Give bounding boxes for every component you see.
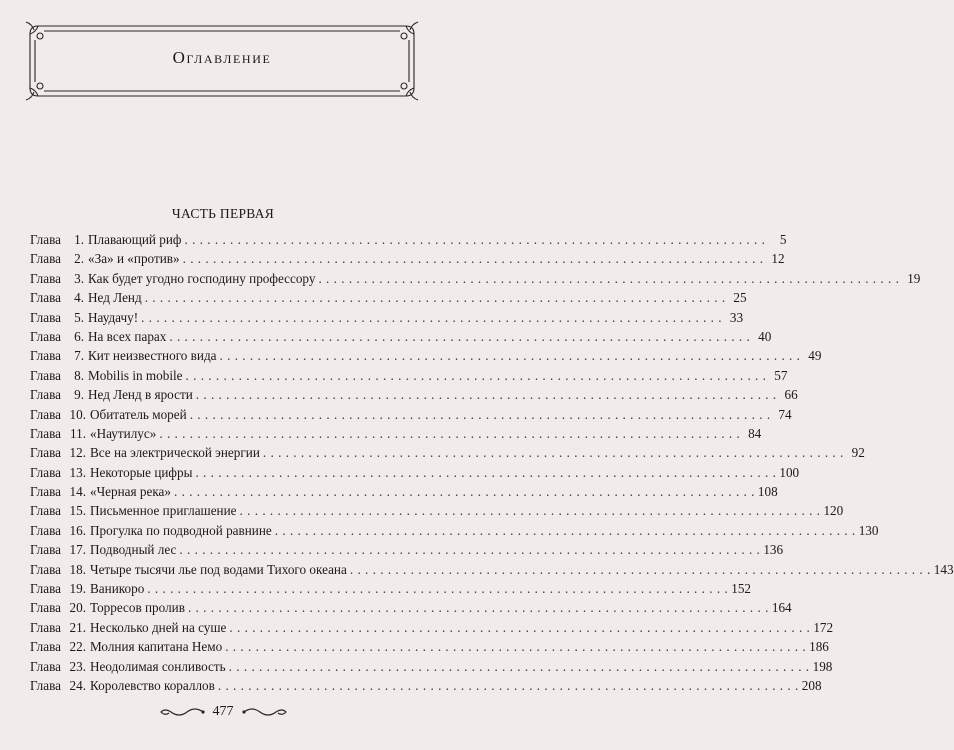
toc-entry bbox=[30, 424, 762, 443]
toc-entry bbox=[30, 676, 822, 695]
chapter-page: 136 bbox=[763, 542, 784, 558]
chapter-page: 198 bbox=[812, 658, 833, 674]
dot-leader bbox=[225, 637, 806, 656]
chapter-number: 2. bbox=[74, 251, 84, 267]
chapter-page: 120 bbox=[823, 503, 844, 519]
chapter-word: Глава bbox=[30, 406, 61, 422]
dot-leader bbox=[145, 288, 726, 307]
header-frame bbox=[24, 20, 420, 102]
chapter-title: «Наутилус» bbox=[90, 425, 157, 441]
chapter-word: Глава bbox=[30, 677, 61, 693]
toc-entry bbox=[30, 385, 798, 404]
chapter-page: 164 bbox=[771, 600, 792, 616]
toc-entry bbox=[30, 501, 844, 520]
chapter-page: 186 bbox=[809, 639, 829, 655]
chapter-word: Глава bbox=[30, 639, 61, 655]
dot-leader bbox=[184, 230, 765, 249]
chapter-number: 23. bbox=[69, 658, 86, 674]
toc-entry bbox=[30, 579, 751, 598]
chapter-page: 74 bbox=[778, 406, 792, 422]
chapter-page: 66 bbox=[784, 387, 798, 403]
right-flourish-icon bbox=[242, 705, 290, 719]
chapter-word: Глава bbox=[30, 522, 61, 538]
chapter-word: Глава bbox=[30, 581, 61, 597]
chapter-page: 100 bbox=[779, 464, 800, 480]
chapter-page: 5 bbox=[779, 232, 787, 247]
chapter-word: Глава bbox=[30, 658, 61, 674]
toc-entry bbox=[30, 288, 747, 307]
dot-leader bbox=[350, 560, 931, 579]
chapter-word: Глава bbox=[30, 270, 61, 286]
dot-leader bbox=[188, 598, 769, 617]
chapter-number: 14. bbox=[69, 484, 86, 500]
toc-entry bbox=[30, 618, 834, 637]
chapter-title: Подводный лес bbox=[90, 542, 177, 558]
chapter-number: 21. bbox=[69, 619, 86, 635]
chapter-title: Наудачу! bbox=[88, 309, 139, 325]
dot-leader bbox=[318, 269, 899, 288]
chapter-title: Неодолимая сонливость bbox=[90, 658, 226, 674]
chapter-word: Глава bbox=[30, 464, 61, 480]
dot-leader bbox=[190, 405, 771, 424]
chapter-number: 3. bbox=[74, 270, 84, 286]
page-footer bbox=[0, 700, 446, 724]
toc-entry bbox=[30, 540, 784, 559]
chapter-title: Плавающий риф bbox=[88, 232, 182, 247]
dot-leader bbox=[240, 501, 821, 520]
dot-leader bbox=[186, 366, 767, 385]
chapter-title: Королевство кораллов bbox=[90, 677, 215, 693]
chapter-page: 130 bbox=[858, 522, 879, 538]
chapter-word: Глава bbox=[30, 251, 61, 267]
toc-entry bbox=[30, 308, 744, 327]
chapter-title: Письменное приглашение bbox=[90, 503, 237, 519]
chapter-title: Молния капитана Немо bbox=[90, 639, 223, 655]
chapter-word: Глава bbox=[30, 619, 61, 635]
dot-leader bbox=[169, 327, 750, 346]
chapter-title: Некоторые цифры bbox=[90, 464, 193, 480]
toc-entry bbox=[30, 482, 778, 501]
toc-entry bbox=[30, 443, 865, 462]
chapter-word: Глава bbox=[30, 348, 61, 364]
chapter-title: На всех парах bbox=[88, 328, 167, 344]
chapter-number: 17. bbox=[69, 542, 86, 558]
chapter-word: Глава bbox=[30, 600, 61, 616]
chapter-number: 8. bbox=[74, 367, 84, 383]
chapter-title: «За» и «против» bbox=[88, 251, 180, 267]
chapter-page: 172 bbox=[813, 619, 834, 635]
toc-entry bbox=[30, 637, 829, 656]
chapter-title: Ваникоро bbox=[90, 581, 145, 597]
chapter-number: 12. bbox=[69, 445, 86, 461]
dot-leader bbox=[183, 249, 764, 268]
chapter-number: 16. bbox=[69, 522, 86, 538]
chapter-title: Несколько дней на суше bbox=[90, 619, 227, 635]
chapter-page: 40 bbox=[758, 328, 772, 344]
toc-entry bbox=[30, 560, 954, 579]
dot-leader bbox=[275, 521, 856, 540]
chapter-number: 5. bbox=[74, 309, 84, 325]
chapter-word: Глава bbox=[30, 542, 61, 558]
chapter-word: Глава bbox=[30, 290, 61, 306]
dot-leader bbox=[159, 424, 740, 443]
dot-leader bbox=[196, 385, 777, 404]
dot-leader bbox=[218, 676, 799, 695]
chapter-page: 49 bbox=[808, 348, 822, 364]
chapter-number: 20. bbox=[69, 600, 86, 616]
chapter-page: 33 bbox=[729, 309, 744, 325]
chapter-page: 25 bbox=[733, 290, 747, 306]
chapter-number: 22. bbox=[69, 639, 86, 655]
chapter-title: Прогулка по подводной равнине bbox=[90, 522, 272, 538]
chapter-number: 4. bbox=[74, 290, 84, 306]
part-title: ЧАСТЬ ПЕРВАЯ bbox=[171, 206, 275, 221]
chapter-number: 18. bbox=[69, 561, 86, 577]
chapter-page: 19 bbox=[907, 270, 921, 286]
chapter-title: Mobilis in mobile bbox=[88, 367, 183, 383]
chapter-title: Нед Ленд bbox=[88, 290, 142, 306]
chapter-page: 108 bbox=[757, 484, 778, 500]
toc-entry bbox=[30, 269, 921, 288]
page-title: Оглавление bbox=[172, 48, 272, 67]
toc-entry bbox=[30, 598, 792, 617]
chapter-word: Глава bbox=[30, 425, 61, 441]
dot-leader bbox=[195, 463, 776, 482]
chapter-title: Все на электрической энергии bbox=[90, 445, 260, 461]
chapter-page: 143 bbox=[933, 561, 954, 577]
chapter-number: 11. bbox=[70, 425, 86, 441]
chapter-number: 1. bbox=[74, 232, 84, 247]
left-flourish-icon bbox=[157, 705, 205, 719]
dot-leader bbox=[220, 346, 801, 365]
dot-leader bbox=[147, 579, 728, 598]
dot-leader bbox=[229, 657, 810, 676]
toc-entry bbox=[30, 327, 772, 346]
chapter-number: 6. bbox=[74, 328, 84, 344]
chapter-number: 13. bbox=[69, 464, 86, 480]
chapter-page: 84 bbox=[748, 425, 762, 441]
chapter-page: 152 bbox=[731, 581, 751, 597]
page-number: 477 bbox=[212, 704, 234, 719]
chapter-word: Глава bbox=[30, 309, 61, 325]
chapter-number: 15. bbox=[69, 503, 86, 519]
chapter-word: Глава bbox=[30, 387, 61, 403]
chapter-word: Глава bbox=[30, 484, 61, 500]
chapter-page: 57 bbox=[774, 367, 788, 383]
chapter-number: 7. bbox=[74, 348, 84, 364]
chapter-word: Глава bbox=[30, 232, 61, 247]
chapter-title: Как будет угодно господину профессору bbox=[88, 270, 316, 286]
chapter-title: Четыре тысячи лье под водами Тихого океана bbox=[90, 561, 347, 577]
chapter-title: Кит неизвестного вида bbox=[88, 348, 217, 364]
toc-entry bbox=[30, 463, 800, 482]
chapter-title: «Черная река» bbox=[90, 484, 171, 500]
chapter-title: Нед Ленд в ярости bbox=[88, 387, 193, 403]
chapter-number: 9. bbox=[74, 387, 84, 403]
chapter-number: 24. bbox=[69, 677, 86, 693]
dot-leader bbox=[229, 618, 810, 637]
chapter-title: Торресов пролив bbox=[90, 600, 185, 616]
toc-entry bbox=[30, 366, 788, 385]
chapter-word: Глава bbox=[30, 328, 61, 344]
table-of-contents bbox=[30, 230, 954, 695]
chapter-number: 19. bbox=[69, 581, 86, 597]
chapter-word: Глава bbox=[30, 561, 61, 577]
dot-leader bbox=[179, 540, 760, 559]
chapter-number: 10. bbox=[69, 406, 86, 422]
chapter-page: 208 bbox=[801, 677, 822, 693]
chapter-word: Глава bbox=[30, 503, 61, 519]
toc-entry bbox=[30, 657, 833, 676]
chapter-word: Глава bbox=[30, 367, 61, 383]
chapter-page: 12 bbox=[771, 251, 785, 267]
toc-entry bbox=[30, 249, 785, 268]
toc-entry bbox=[30, 230, 787, 249]
chapter-title: Обитатель морей bbox=[90, 406, 187, 422]
dot-leader bbox=[141, 308, 722, 327]
toc-entry bbox=[30, 405, 792, 424]
dot-leader bbox=[263, 443, 844, 462]
toc-entry bbox=[30, 346, 822, 365]
dot-leader bbox=[174, 482, 755, 501]
chapter-word: Глава bbox=[30, 445, 61, 461]
toc-entry bbox=[30, 521, 879, 540]
chapter-page: 92 bbox=[851, 445, 865, 461]
